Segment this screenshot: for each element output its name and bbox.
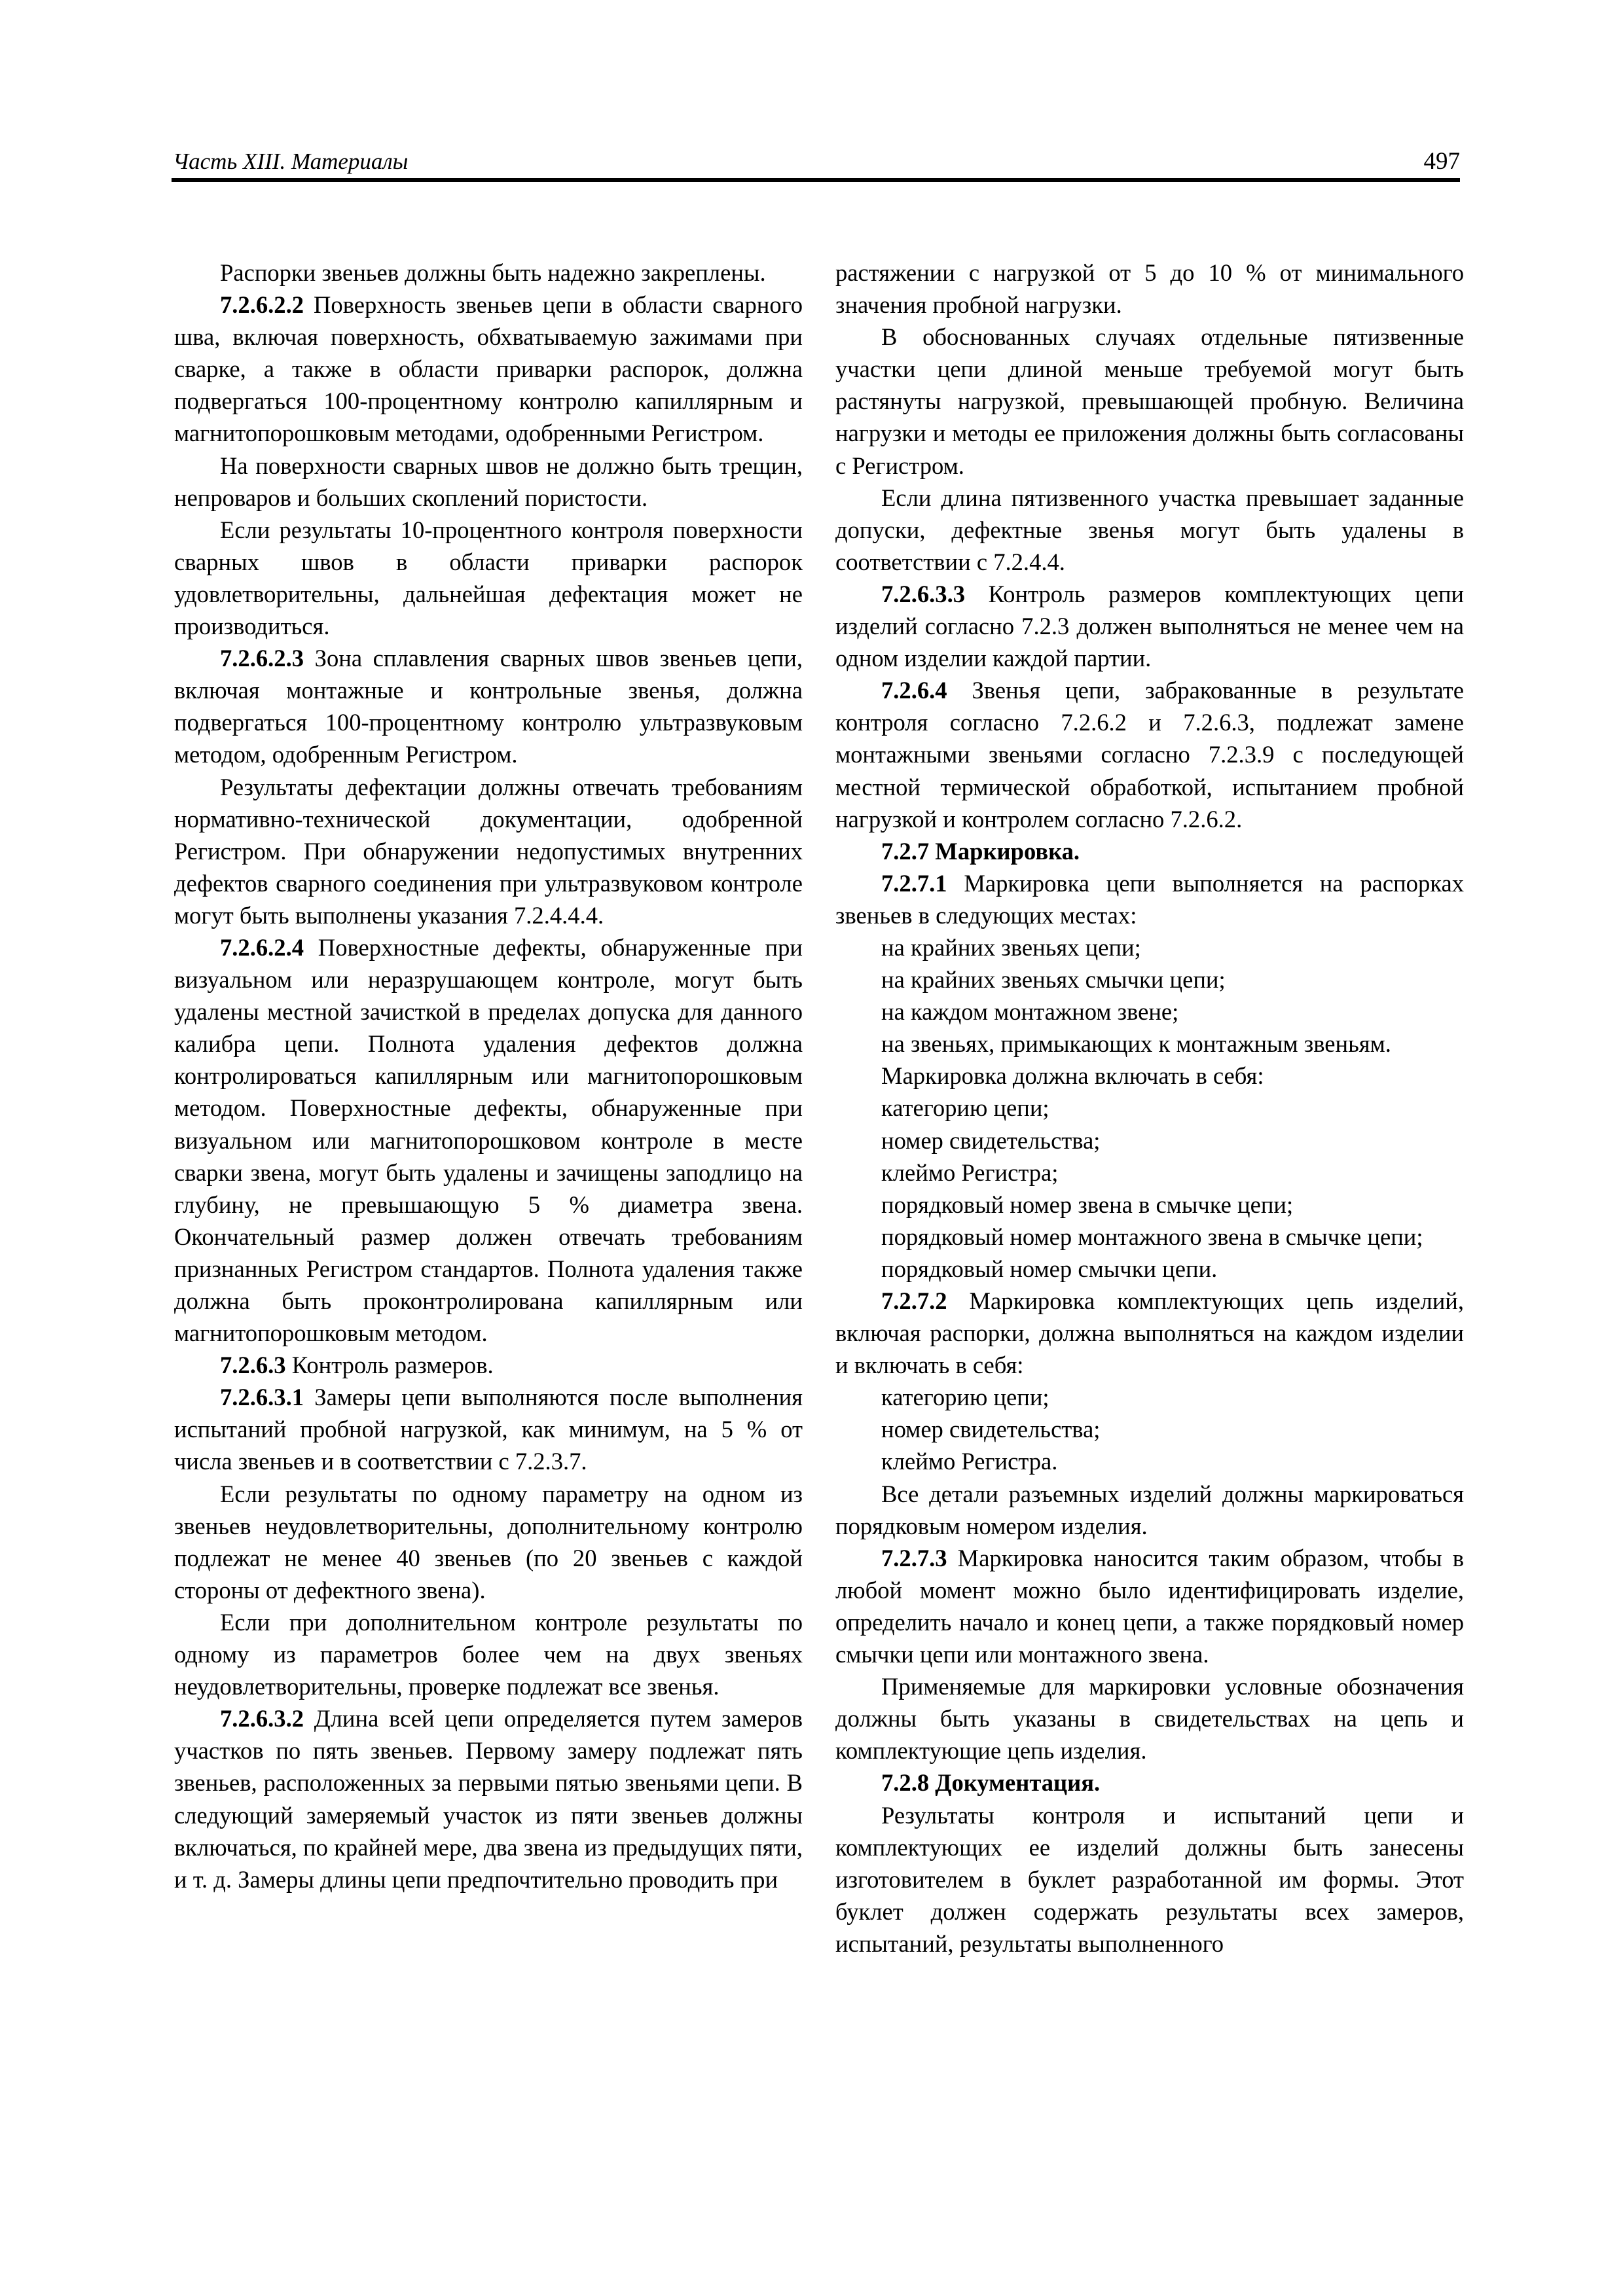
paragraph-text: Маркировка цепи выполняется на распорках звеньев в следующих местах:: [835, 869, 1464, 929]
paragraph-text: Распорки звеньев должны быть надежно закреплены.: [220, 259, 766, 286]
paragraph: [174, 257, 803, 289]
paragraph: [835, 1413, 1464, 1445]
paragraph: [835, 867, 1464, 931]
section-number: 7.2.6.3: [220, 1352, 286, 1379]
paragraph: [174, 931, 803, 1349]
section-number: 7.2.6.3.1: [220, 1384, 304, 1411]
paragraph-text: порядковый номер смычки цепи.: [881, 1255, 1218, 1282]
paragraph-text: порядковый номер звена в смычке цепи;: [881, 1191, 1294, 1218]
paragraph-text: Замеры цепи выполняются после выполнения испытаний пробной нагрузкой, как минимум, на 5 % от числа звеньев и в соответствии с 7.2.3.7.: [174, 1384, 803, 1475]
paragraph: [835, 578, 1464, 674]
paragraph-text: клеймо Регистра.: [881, 1448, 1058, 1475]
paragraph-text: Зона сплавления сварных швов звеньев цепи, включая монтажные и контрольные звенья, должна подвергаться 100-процентному контролю ультразвуковым методом, одобренным Регистром.: [174, 645, 803, 768]
paragraph-text: В обоснованных случаях отдельные пятизвенные участки цепи длиной меньше требуемой могут быть растянуты нагрузкой, превышающей пробную. Величина нагрузки и методы ее приложения должны быть согласованы с Регистром.: [835, 323, 1464, 479]
section-number: 7.2.6.3.2: [220, 1705, 304, 1732]
paragraph: [835, 1381, 1464, 1413]
paragraph: [835, 931, 1464, 963]
paragraph-text: Если результаты по одному параметру на одном из звеньев неудовлетворительны, дополнительному контролю подлежат не менее 40 звеньев (по 20 звеньев с каждой стороны от дефектного звена).: [174, 1480, 803, 1604]
paragraph-text: Контроль размеров.: [285, 1352, 494, 1379]
section-number: 7.2.7.2: [881, 1287, 947, 1314]
paragraph-text: на звеньях, примыкающих к монтажным звеньям.: [881, 1030, 1391, 1058]
paragraph-text: номер свидетельства;: [881, 1416, 1101, 1443]
paragraph-text: на каждом монтажном звене;: [881, 998, 1179, 1026]
paragraph-text: Контроль размеров комплектующих цепи изделий согласно 7.2.3 должен выполняться не менее чем на одном изделии каждой партии.: [835, 580, 1464, 672]
section-number: 7.2.6.2.2: [220, 291, 304, 319]
paragraph-text: Результаты контроля и испытаний цепи и комплектующих ее изделий должны быть занесены изготовителем в буклет разработанной им формы. Этот буклет должен содержать результаты всех замеров, испытаний, результаты выполненного: [835, 1801, 1464, 1957]
paragraph: [835, 963, 1464, 996]
paragraph: [835, 1060, 1464, 1092]
paragraph: [835, 1028, 1464, 1060]
running-header: [172, 137, 1460, 182]
paragraph: [835, 1767, 1464, 1799]
paragraph: [174, 1606, 803, 1702]
section-number: 7.2.7.1: [881, 869, 947, 897]
section-number: 7.2.6.2.4: [220, 933, 304, 961]
paragraph: [835, 1478, 1464, 1542]
paragraph-text: Результаты дефектации должны отвечать требованиям нормативно-технической документации, одобренной Регистром. При обнаружении недопустимых внутренних дефектов сварного соединения при ультразвуковом контроле могут быть выполнены указания 7.2.4.4.4.: [174, 773, 803, 929]
paragraph: [835, 1542, 1464, 1670]
paragraph: [174, 1381, 803, 1477]
paragraph: [835, 1221, 1464, 1253]
paragraph-text: Поверхностные дефекты, обнаруженные при визуальном или неразрушающем контроле, могут быть удалены местной зачисткой в пределах допуска для данного калибра цепи. Полнота удаления дефектов должна контролироваться капиллярным или магнитопорошковым методом. Поверхностные дефекты, обнаруженные при визуальном или магнитопорошковом контроле в месте сварки звена, могут быть удалены и зачищены заподлицо на глубину, не превышающую 5 % диаметра звена. Окончательный размер должен отвечать требованиям признанных Регистром стандартов. Полнота удаления также должна быть проконтролирована капиллярным или магнитопорошковым методом.: [174, 933, 803, 1347]
paragraph-text: клеймо Регистра;: [881, 1158, 1059, 1186]
paragraph: [835, 674, 1464, 834]
paragraph: [835, 835, 1464, 867]
paragraph: [835, 1189, 1464, 1221]
paragraph-text: Длина всей цепи определяется путем замеров участков по пять звеньев. Первому замеру подлежат пять звеньев, расположенных за первыми пятью звеньями цепи. В следующий замеряемый участок из пяти звеньев должны включаться, по крайней мере, два звена из предыдущих пяти, и т. д. Замеры длины цепи предпочтительно проводить при: [174, 1705, 803, 1893]
paragraph: [835, 1445, 1464, 1477]
paragraph: [174, 1349, 803, 1381]
page-number: 497: [1423, 148, 1460, 175]
section-number: 7.2.7.3: [881, 1544, 947, 1571]
section-number: 7.2.7 Маркировка.: [881, 837, 1080, 865]
paragraph: [835, 1670, 1464, 1767]
paragraph: [174, 289, 803, 449]
paragraph-text: Все детали разъемных изделий должны маркироваться порядковым номером изделия.: [835, 1480, 1464, 1539]
paragraph-text: Применяемые для маркировки условные обозначения должны быть указаны в свидетельствах на цепь и комплектующие цепь изделия.: [835, 1673, 1464, 1765]
paragraph-text: Маркировка наносится таким образом, чтобы в любой момент можно было идентифицировать изделие, определить начало и конец цепи, а также порядковый номер смычки цепи или монтажного звена.: [835, 1544, 1464, 1668]
paragraph: [835, 1157, 1464, 1189]
paragraph-text: Если результаты 10-процентного контроля поверхности сварных швов в области приварки распорок удовлетворительны, дальнейшая дефектация может не производиться.: [174, 516, 803, 640]
paragraph: [835, 1092, 1464, 1124]
section-number: 7.2.8 Документация.: [881, 1769, 1101, 1797]
paragraph: [835, 1285, 1464, 1381]
paragraph-text: растяжении с нагрузкой от 5 до 10 % от минимального значения пробной нагрузки.: [835, 259, 1464, 319]
paragraph-text: категорию цепи;: [881, 1384, 1049, 1411]
paragraph-text: Маркировка должна включать в себя:: [881, 1062, 1264, 1090]
paragraph: [835, 996, 1464, 1028]
paragraph: [835, 257, 1464, 321]
paragraph: [835, 321, 1464, 481]
paragraph-text: категорию цепи;: [881, 1094, 1049, 1122]
paragraph-text: Маркировка комплектующих цепь изделий, включая распорки, должна выполняться на каждом изделии и включать в себя:: [835, 1287, 1464, 1379]
paragraph-text: На поверхности сварных швов не должно быть трещин, непроваров и больших скоплений пористости.: [174, 452, 803, 511]
left-column: [174, 257, 803, 1895]
paragraph: [835, 1799, 1464, 1960]
paragraph-text: порядковый номер монтажного звена в смычке цепи;: [881, 1223, 1423, 1250]
paragraph: [174, 514, 803, 642]
paragraph: [174, 1478, 803, 1606]
paragraph-text: Поверхность звеньев цепи в области сварного шва, включая поверхность, обхватываемую зажимами при сварке, а также в области приварки распорок, должна подвергаться 100-процентному контролю капиллярным и магнитопорошковым методами, одобренными Регистром.: [174, 291, 803, 447]
paragraph-text: Если при дополнительном контроле результаты по одному из параметров более чем на двух звеньях неудовлетворительны, проверке подлежат все звенья.: [174, 1608, 803, 1700]
paragraph: [835, 482, 1464, 578]
paragraph-text: Если длина пятизвенного участка превышает заданные допуски, дефектные звенья могут быть удалены в соответствии с 7.2.4.4.: [835, 484, 1464, 575]
section-number: 7.2.6.2.3: [220, 645, 304, 672]
paragraph-text: Звенья цепи, забракованные в результате контроля согласно 7.2.6.2 и 7.2.6.3, подлежат замене монтажными звеньями согласно 7.2.3.9 с последующей местной термической обработкой, испытанием пробной нагрузкой и контролем согласно 7.2.6.2.: [835, 677, 1464, 833]
paragraph-text: на крайних звеньях смычки цепи;: [881, 966, 1226, 994]
paragraph: [174, 1702, 803, 1895]
paragraph: [835, 1124, 1464, 1157]
paragraph-text: на крайних звеньях цепи;: [881, 933, 1141, 961]
header-title: Часть XIII. Материалы: [173, 149, 409, 174]
paragraph-text: номер свидетельства;: [881, 1126, 1101, 1154]
section-number: 7.2.6.3.3: [881, 580, 966, 607]
paragraph: [835, 1253, 1464, 1285]
paragraph: [174, 642, 803, 770]
paragraph: [174, 450, 803, 514]
right-column: [835, 257, 1464, 1960]
paragraph: [174, 771, 803, 931]
section-number: 7.2.6.4: [881, 677, 947, 704]
